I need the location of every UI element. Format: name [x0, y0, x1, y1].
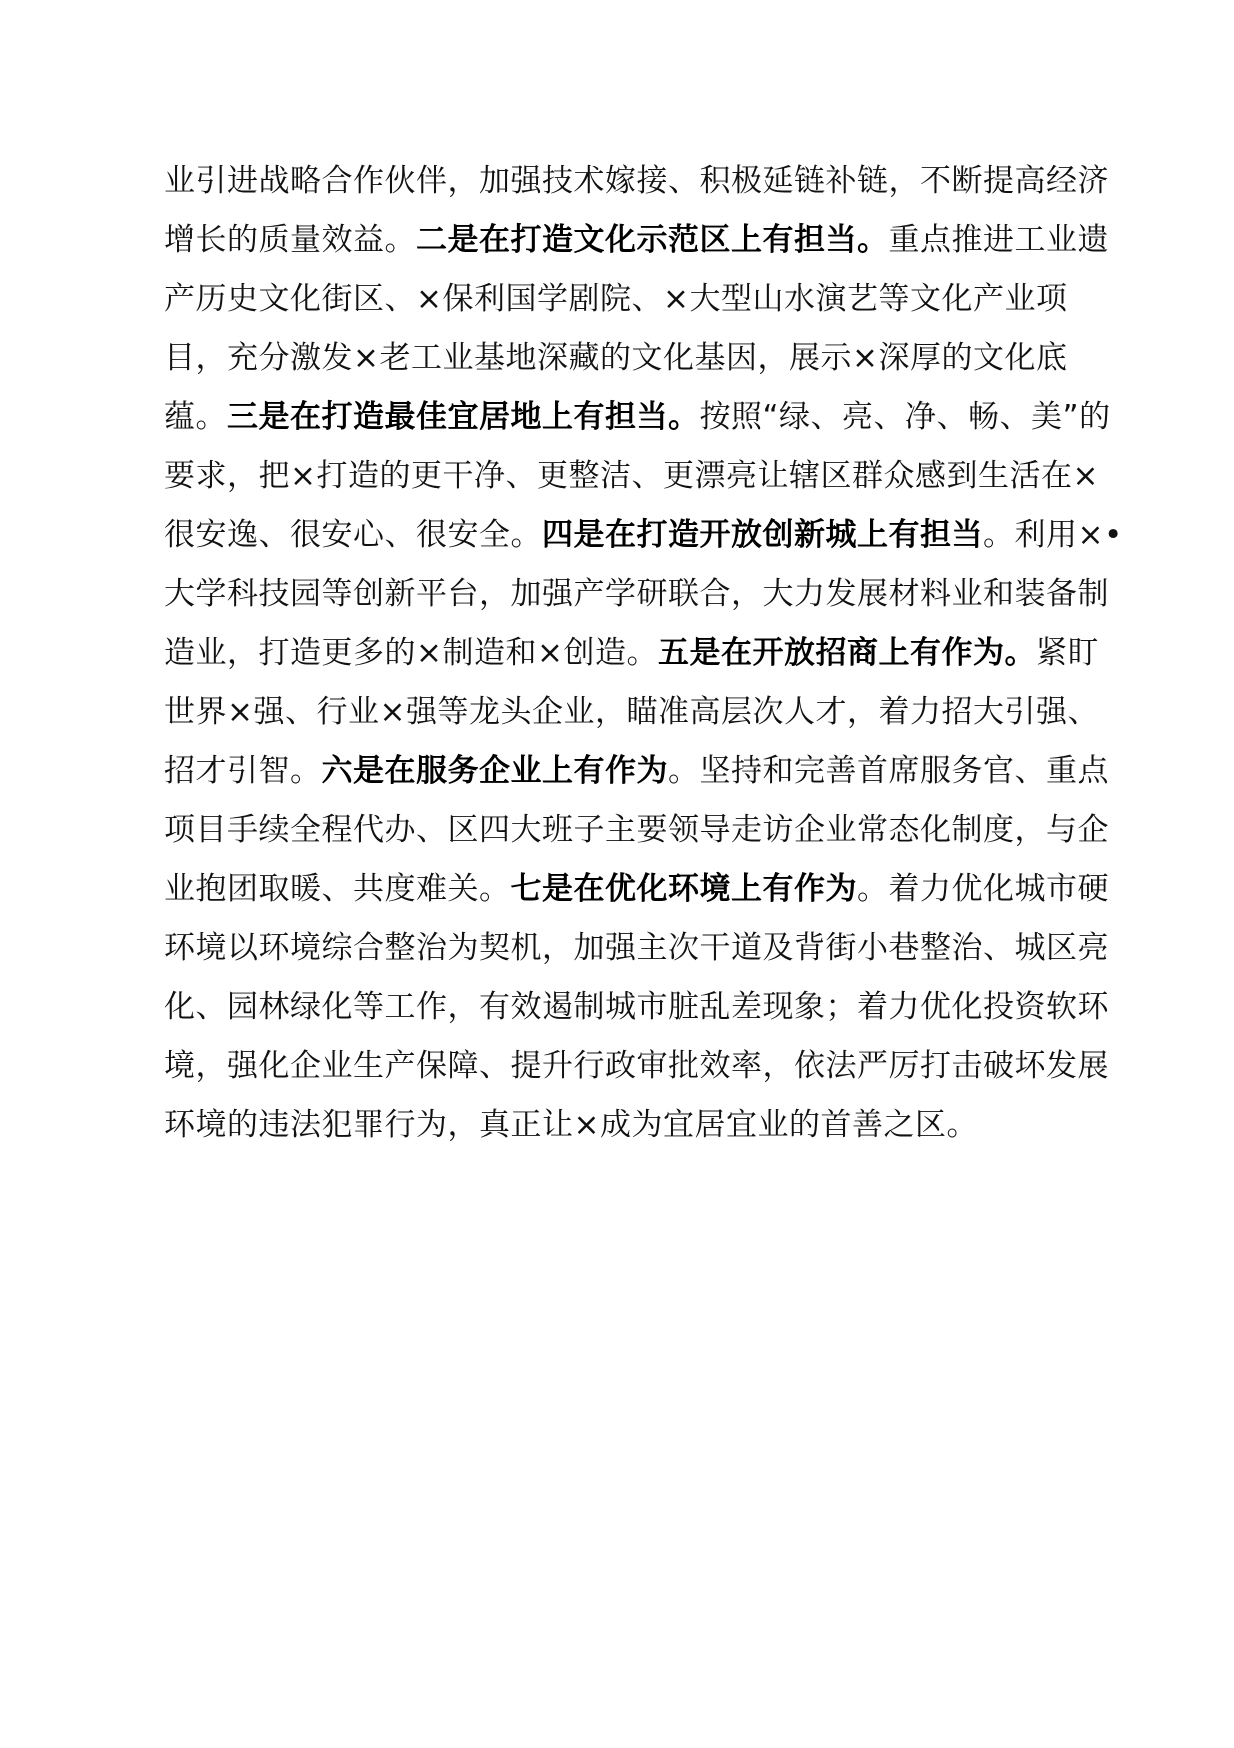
- text-run: 。坚持和完善首席服务官、重点项目手续全程代办、区四大班子主要领导走访企业常态化制度，与企业抱团取暖、共度难关。: [164, 753, 1109, 907]
- text-run: 业引进战略合作伙伴，加强技术嫁接、积极延链补链，不断提高经济增长的质量效益。: [164, 163, 1109, 258]
- bold-heading-4: 四是在打造开放创新城上有担当: [542, 517, 983, 553]
- bold-heading-6: 六是在服务企业上有作为: [321, 753, 668, 789]
- text-run: 。着力优化城市硬环境以环境综合整治为契机，加强主次干道及背街小巷整治、城区亮化、园林绿化等工作，有效遏制城市脏乱差现象；着力优化投资软环境，强化企业生产保障、提升行政审批效率，依法严厉打击破坏发展环境的违法犯罪行为，真正让×成为宜居宜业的首善之区。: [164, 871, 1109, 1143]
- body-paragraph: [164, 152, 1124, 1155]
- text-run: 紧盯世界×强、行业×强等龙头企业，瞄准高层次人才，着力招大引强、招才引智。: [164, 635, 1099, 789]
- bold-heading-7: 七是在优化环境上有作为: [510, 871, 857, 907]
- text-run: 。利用×•大学科技园等创新平台，加强产学研联合，大力发展材料业和装备制造业，打造更多的×制造和×创造。: [164, 517, 1123, 671]
- bold-heading-2: 二是在打造文化示范区上有担当。: [416, 222, 889, 258]
- text-run: 按照“绿、亮、净、畅、美”的要求，把×打造的更干净、更整洁、更漂亮让辖区群众感到生活在×很安逸、很安心、很安全。: [164, 399, 1111, 553]
- text-run: 重点推进工业遗产历史文化街区、×保利国学剧院、×大型山水演艺等文化产业项目，充分激发×老工业基地深藏的文化基因，展示×深厚的文化底蕴。: [164, 222, 1109, 435]
- bold-heading-3: 三是在打造最佳宜居地上有担当。: [227, 399, 700, 435]
- bold-heading-5: 五是在开放招商上有作为。: [657, 635, 1036, 671]
